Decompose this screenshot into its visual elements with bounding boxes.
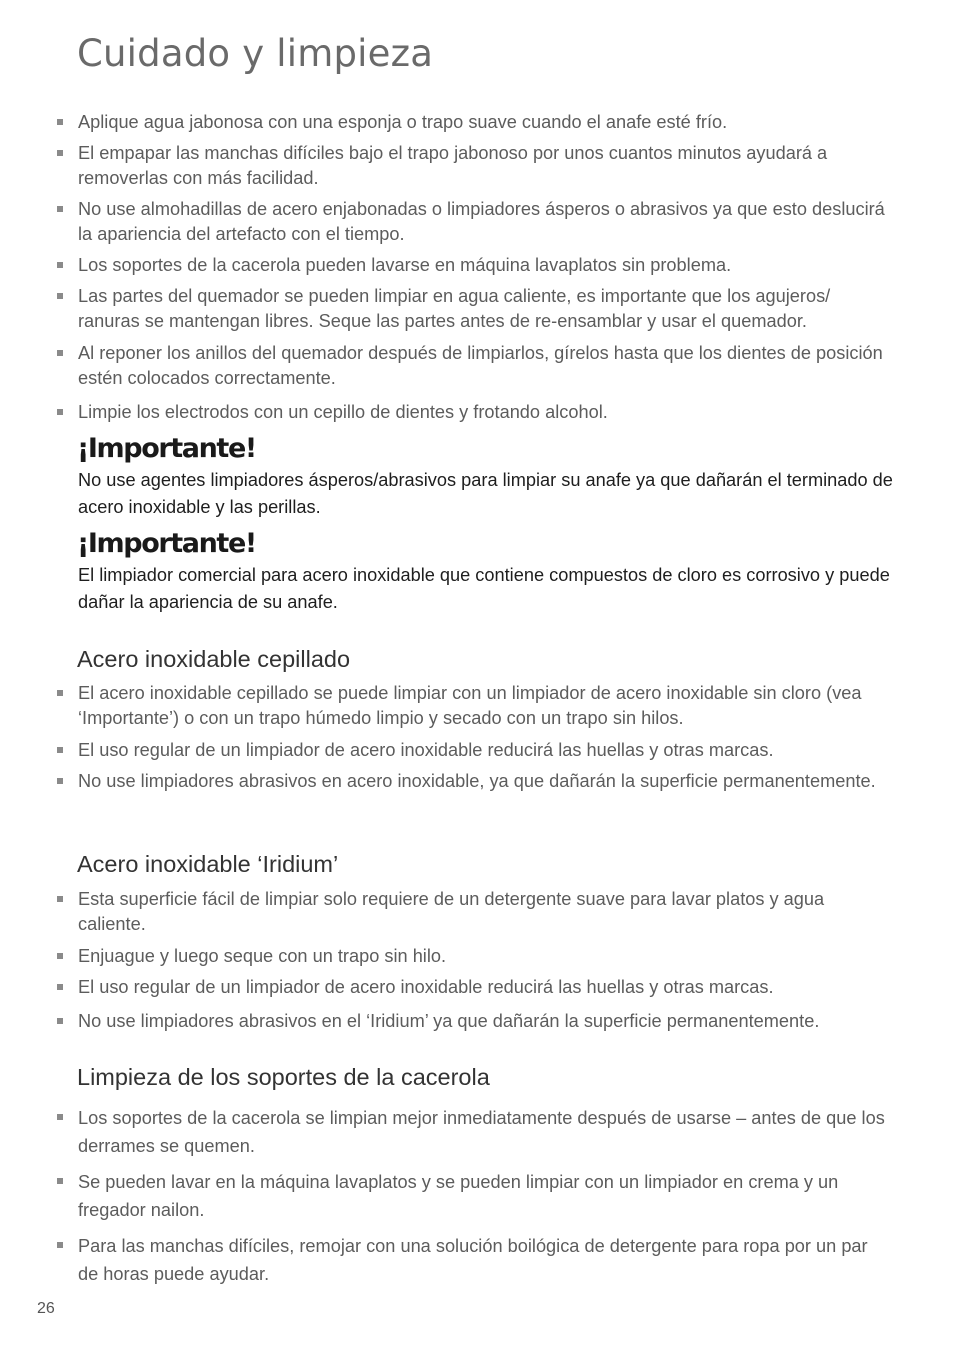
page-number: 26 xyxy=(37,1300,55,1317)
bullet-square-icon xyxy=(57,206,63,212)
bullet-square-icon xyxy=(57,119,63,125)
bullet-text: Al reponer los anillos del quemador después de limpiarlos, gírelos hasta que los dientes de posición estén colocados correctamente. xyxy=(78,343,883,388)
bullet-text: El uso regular de un limpiador de acero inoxidable reducirá las huellas y otras marcas. xyxy=(78,740,774,760)
bullet-square-icon xyxy=(57,1242,63,1248)
bullet-text: Enjuague y luego seque con un trapo sin hilo. xyxy=(78,946,447,966)
bullet-square-icon xyxy=(57,953,63,959)
bullet-text: Las partes del quemador se pueden limpiar en agua caliente, es importante que los agujeros/ ranuras se mantengan libres. Seque las partes antes de re-ensamblar y usar el quemador. xyxy=(78,286,831,331)
bullet-text: Para las manchas difíciles, remojar con una solución boilógica de detergente para ropa por un par de horas puede ayudar. xyxy=(78,1236,868,1284)
bullet-square-icon xyxy=(57,409,63,415)
section-heading-pan-supports: Limpieza de los soportes de la cacerola xyxy=(77,1064,490,1090)
bullet-text: El acero inoxidable cepillado se puede limpiar con un limpiador de acero inoxidable sin cloro (vea ‘Importante’) o con un trapo húmedo limpio y secado con un trapo sin hilos. xyxy=(78,683,862,728)
bullet-text: Limpie los electrodos con un cepillo de dientes y frotando alcohol. xyxy=(78,402,608,422)
section-heading-iridium: Acero inoxidable ‘Iridium’ xyxy=(77,851,339,877)
bullet-text: Se pueden lavar en la máquina lavaplatos y se pueden limpiar con un limpiador en crema y un fregador nailon. xyxy=(78,1172,839,1220)
bullet-text: Los soportes de la cacerola se limpian mejor inmediatamente después de usarse – antes de que los derrames se quemen. xyxy=(78,1108,885,1156)
bullet-text: El uso regular de un limpiador de acero inoxidable reducirá las huellas y otras marcas. xyxy=(78,977,774,997)
bullet-text: Esta superficie fácil de limpiar solo requiere de un detergente suave para lavar platos y agua caliente. xyxy=(78,889,825,934)
bullet-square-icon xyxy=(57,150,63,156)
bullet-square-icon xyxy=(57,747,63,753)
important-text: El limpiador comercial para acero inoxidable que contiene compuestos de cloro es corrosivo y puede dañar la apariencia de su anafe. xyxy=(78,565,890,612)
bullet-text: No use limpiadores abrasivos en el ‘Iridium’ ya que dañarán la superficie permanentemente. xyxy=(78,1011,820,1031)
bullet-text: No use almohadillas de acero enjabonadas o limpiadores ásperos o abrasivos ya que esto deslucirá la apariencia del artefacto con el tiempo. xyxy=(78,199,885,244)
important-heading: ¡Importante! xyxy=(77,433,256,464)
bullet-square-icon xyxy=(57,896,63,902)
section-heading-brushed-steel: Acero inoxidable cepillado xyxy=(77,646,351,672)
bullet-square-icon xyxy=(57,350,63,356)
bullet-square-icon xyxy=(57,293,63,299)
bullet-square-icon xyxy=(57,778,63,784)
bullet-text: Los soportes de la cacerola pueden lavarse en máquina lavaplatos sin problema. xyxy=(78,255,732,275)
bullet-square-icon xyxy=(57,1018,63,1024)
bullet-text: No use limpiadores abrasivos en acero inoxidable, ya que dañarán la superficie permanentemente. xyxy=(78,771,876,791)
important-text: No use agentes limpiadores ásperos/abrasivos para limpiar su anafe ya que dañarán el terminado de acero inoxidable y las perillas. xyxy=(78,470,893,517)
bullet-text: El empapar las manchas difíciles bajo el trapo jabonoso por unos cuantos minutos ayudará a removerlas con más facilidad. xyxy=(78,143,828,188)
bullet-square-icon xyxy=(57,984,63,990)
bullet-text: Aplique agua jabonosa con una esponja o trapo suave cuando el anafe esté frío. xyxy=(78,112,728,132)
page-title: Cuidado y limpieza xyxy=(77,32,434,75)
important-heading: ¡Importante! xyxy=(77,528,256,559)
bullet-square-icon xyxy=(57,1114,63,1120)
bullet-square-icon xyxy=(57,262,63,268)
bullet-square-icon xyxy=(57,690,63,696)
bullet-square-icon xyxy=(57,1178,63,1184)
